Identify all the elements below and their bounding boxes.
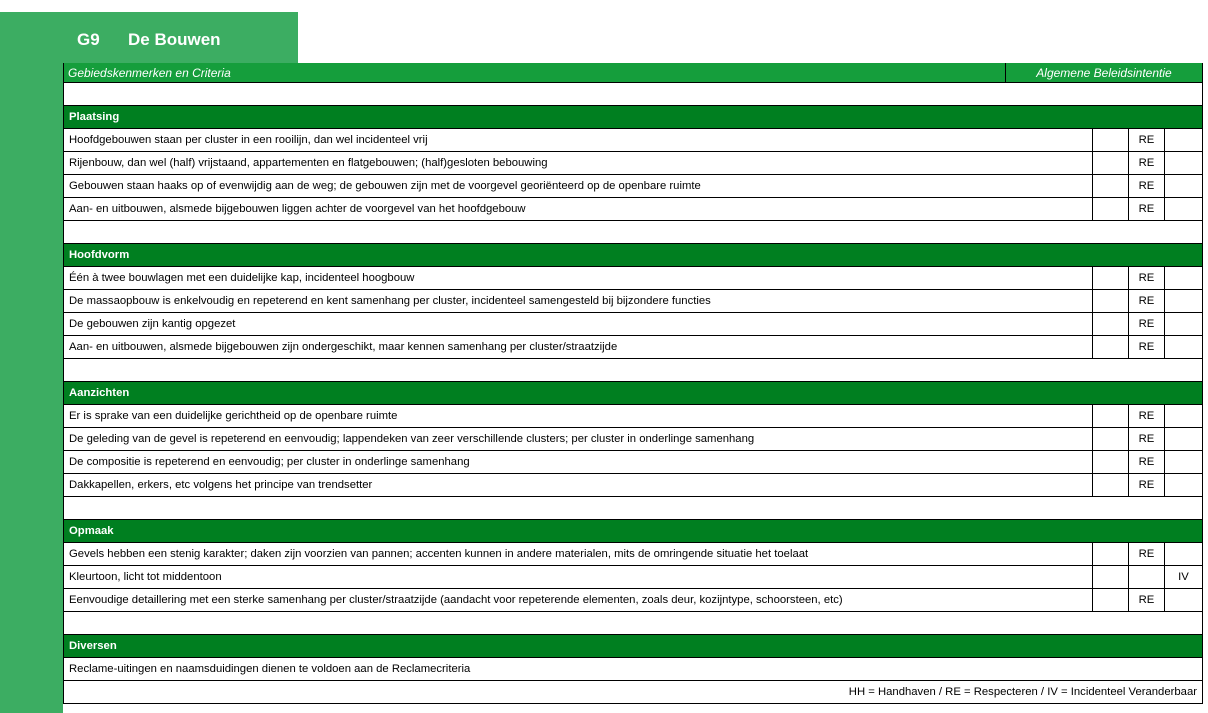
mark-iv [1165, 290, 1202, 312]
mark-re: RE [1129, 175, 1165, 197]
spacer-row [64, 612, 1202, 635]
section-title-plaatsing: Plaatsing [64, 106, 1202, 129]
mark-iv [1165, 589, 1202, 611]
criteria-text: Hoofdgebouwen staan per cluster in een rooilijn, dan wel incidenteel vrij [64, 129, 1093, 151]
mark-hh [1093, 543, 1129, 565]
criteria-text: Kleurtoon, licht tot middentoon [64, 566, 1093, 588]
criteria-row [64, 175, 1202, 198]
criteria-row [64, 474, 1202, 497]
mark-hh [1093, 152, 1129, 174]
mark-iv [1165, 175, 1202, 197]
mark-re: RE [1129, 129, 1165, 151]
mark-re [1129, 566, 1165, 588]
spacer-row [64, 83, 1202, 106]
mark-iv [1165, 152, 1202, 174]
criteria-row [64, 428, 1202, 451]
criteria-text: Gebouwen staan haaks op of evenwijdig aan de weg; de gebouwen zijn met de voorgevel georiënteerd op de openbare ruimte [64, 175, 1093, 197]
mark-iv [1165, 428, 1202, 450]
left-green-band [0, 12, 63, 713]
criteria-text: Aan- en uitbouwen, alsmede bijgebouwen zijn ondergeschikt, maar kennen samenhang per cluster/straatzijde [64, 336, 1093, 358]
mark-re: RE [1129, 152, 1165, 174]
criteria-row [64, 543, 1202, 566]
mark-iv [1165, 198, 1202, 220]
section-title-aanzichten: Aanzichten [64, 382, 1202, 405]
mark-hh [1093, 313, 1129, 335]
mark-hh [1093, 428, 1129, 450]
criteria-text: De compositie is repeterend en eenvoudig; per cluster in onderlinge samenhang [64, 451, 1093, 473]
spacer-row [64, 497, 1202, 520]
area-name: De Bouwen [128, 30, 221, 49]
criteria-text: Eenvoudige detaillering met een sterke samenhang per cluster/straatzijde (aandacht voor repeterende elementen, zoals deur, kozijntype, schoorsteen, etc) [64, 589, 1093, 611]
criteria-row [64, 152, 1202, 175]
mark-hh [1093, 566, 1129, 588]
criteria-text: Reclame-uitingen en naamsduidingen dienen te voldoen aan de Reclamecriteria [69, 663, 471, 675]
criteria-text: Aan- en uitbouwen, alsmede bijgebouwen liggen achter de voorgevel van het hoofdgebouw [64, 198, 1093, 220]
mark-hh [1093, 198, 1129, 220]
section-title-opmaak: Opmaak [64, 520, 1202, 543]
mark-hh [1093, 290, 1129, 312]
mark-iv [1165, 405, 1202, 427]
spacer-row [64, 221, 1202, 244]
spacer-row [64, 359, 1202, 382]
criteria-row [64, 267, 1202, 290]
mark-hh [1093, 405, 1129, 427]
mark-re: RE [1129, 428, 1165, 450]
mark-hh [1093, 129, 1129, 151]
column-header-row [64, 63, 1202, 83]
mark-iv [1165, 129, 1202, 151]
mark-hh [1093, 589, 1129, 611]
column-header-policy: Algemene Beleidsintentie [1036, 66, 1172, 80]
mark-re: RE [1129, 589, 1165, 611]
criteria-row [64, 451, 1202, 474]
mark-hh [1093, 451, 1129, 473]
mark-re: RE [1129, 267, 1165, 289]
mark-iv [1165, 336, 1202, 358]
section-title-diversen: Diversen [64, 635, 1202, 658]
mark-iv [1165, 313, 1202, 335]
mark-iv [1165, 267, 1202, 289]
mark-iv [1165, 474, 1202, 496]
criteria-row [64, 405, 1202, 428]
criteria-text: Er is sprake van een duidelijke gerichtheid op de openbare ruimte [64, 405, 1093, 427]
criteria-text: Één à twee bouwlagen met een duidelijke kap, incidenteel hoogbouw [64, 267, 1093, 289]
criteria-table [63, 63, 1203, 704]
mark-re: RE [1129, 290, 1165, 312]
criteria-row [64, 198, 1202, 221]
mark-re: RE [1129, 474, 1165, 496]
criteria-text: Dakkapellen, erkers, etc volgens het principe van trendsetter [64, 474, 1093, 496]
mark-hh [1093, 175, 1129, 197]
mark-hh [1093, 474, 1129, 496]
legend-row: HH = Handhaven / RE = Respecteren / IV = Incidenteel Veranderbaar [64, 681, 1202, 704]
criteria-row [64, 129, 1202, 152]
mark-re: RE [1129, 336, 1165, 358]
criteria-row [64, 313, 1202, 336]
mark-re: RE [1129, 198, 1165, 220]
mark-re: RE [1129, 405, 1165, 427]
criteria-row [64, 658, 1202, 681]
area-code: G9 [77, 30, 100, 49]
mark-re: RE [1129, 543, 1165, 565]
criteria-text: De geleding van de gevel is repeterend en eenvoudig; lappendeken van zeer verschillende clusters; per cluster in onderlinge samenhang [64, 428, 1093, 450]
mark-hh [1093, 336, 1129, 358]
mark-re: RE [1129, 313, 1165, 335]
mark-iv: IV [1178, 571, 1189, 583]
criteria-row [64, 589, 1202, 612]
mark-re: RE [1129, 451, 1165, 473]
criteria-row [64, 336, 1202, 359]
criteria-text: De massaopbouw is enkelvoudig en repeterend en kent samenhang per cluster, incidenteel samengesteld bij bijzondere functies [64, 290, 1093, 312]
mark-hh [1093, 267, 1129, 289]
mark-iv [1165, 451, 1202, 473]
section-title-hoofdvorm: Hoofdvorm [64, 244, 1202, 267]
criteria-text: De gebouwen zijn kantig opgezet [64, 313, 1093, 335]
criteria-text: Gevels hebben een stenig karakter; daken zijn voorzien van pannen; accenten kunnen in andere materialen, mits de omringende situatie het toelaat [64, 543, 1093, 565]
criteria-row [64, 566, 1202, 589]
criteria-text: Rijenbouw, dan wel (half) vrijstaand, appartementen en flatgebouwen; (half)gesloten bebouwing [64, 152, 1093, 174]
column-header-criteria: Gebiedskenmerken en Criteria [64, 63, 1006, 82]
mark-iv [1165, 543, 1202, 565]
criteria-row [64, 290, 1202, 313]
